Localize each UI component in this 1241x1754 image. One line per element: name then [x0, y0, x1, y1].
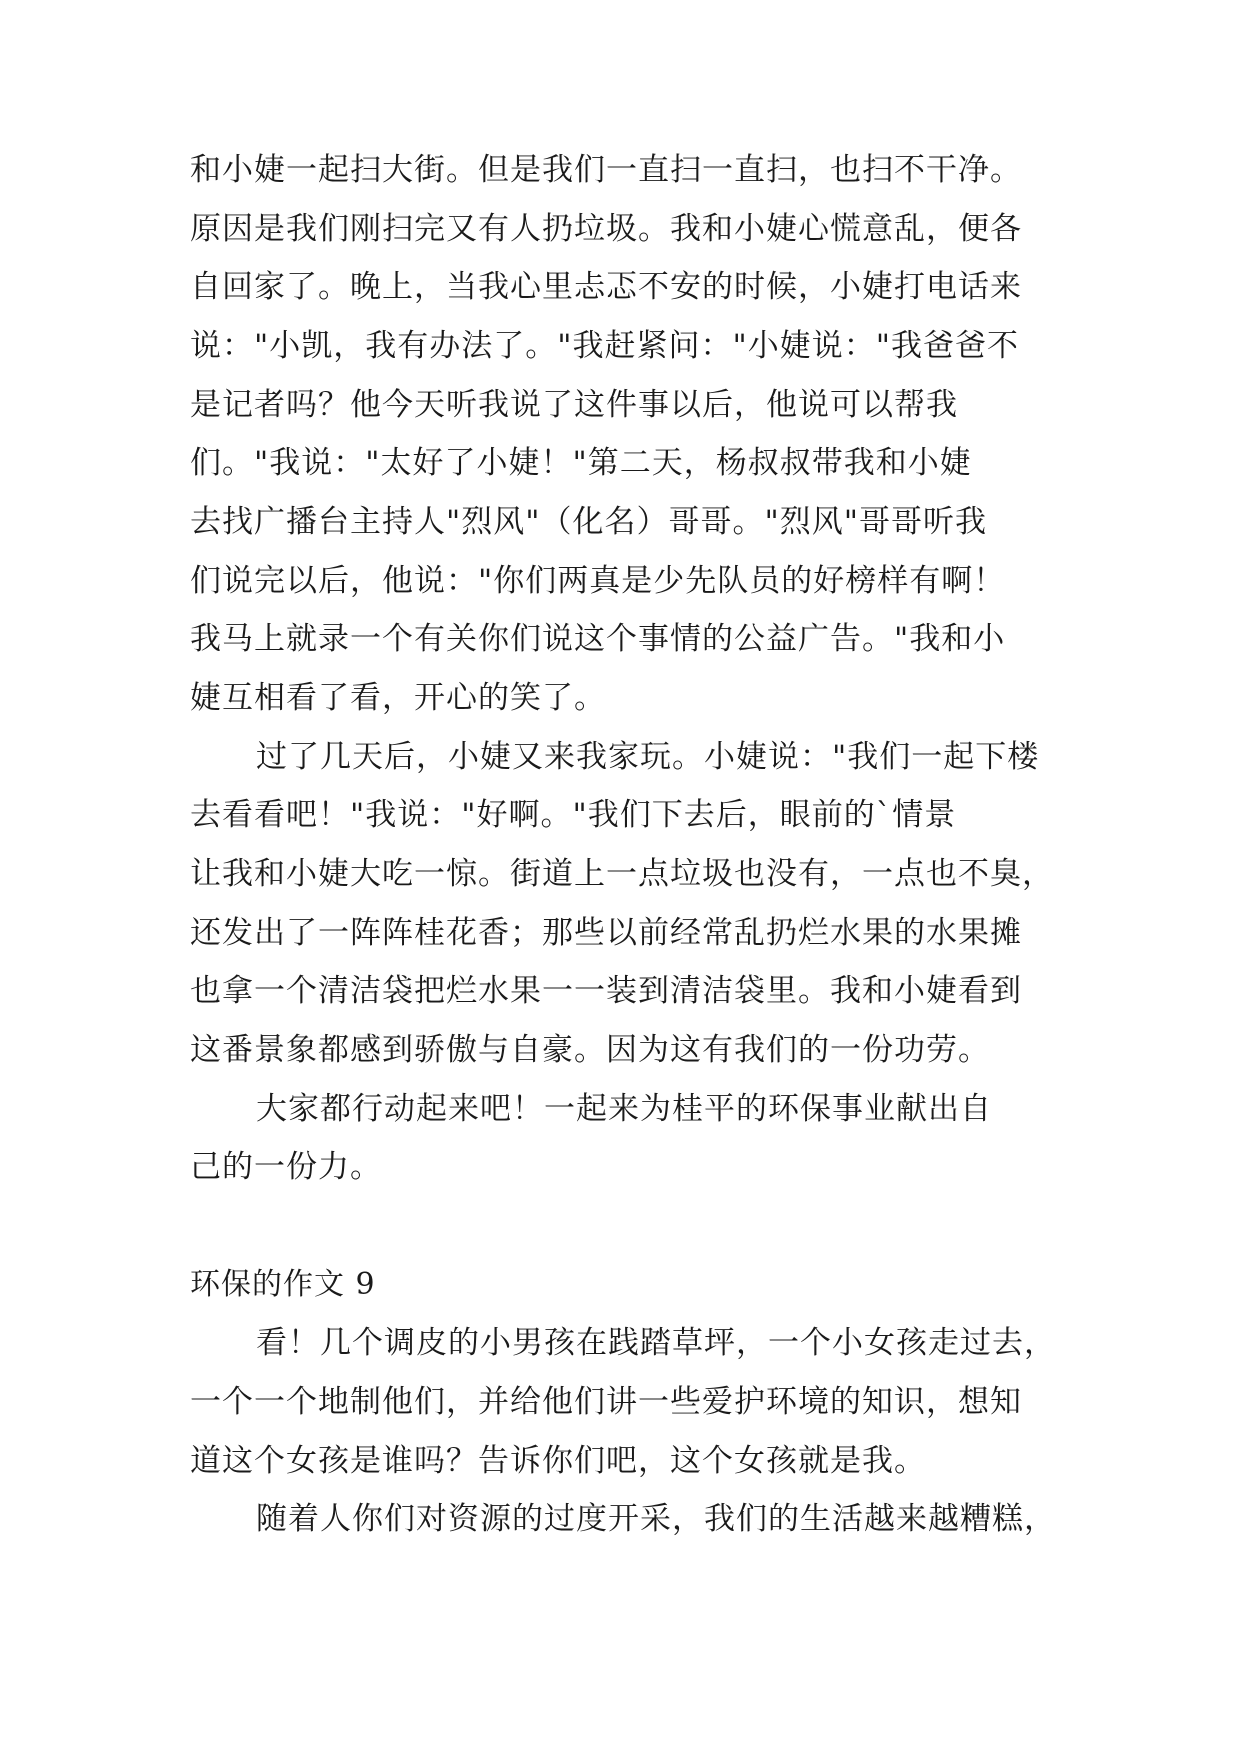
- paragraph-line: 去找广播台主持人"烈风"（化名）哥哥。"烈风"哥哥听我: [190, 504, 988, 540]
- paragraph-line: 是记者吗？他今天听我说了这件事以后，他说可以帮我: [190, 387, 958, 423]
- paragraph-line: 和小婕一起扫大街。但是我们一直扫一直扫，也扫不干净。: [190, 152, 1022, 188]
- paragraph-line: 我马上就录一个有关你们说这个事情的公益广告。"我和小: [190, 621, 1006, 657]
- paragraph-line: 去看看吧！"我说："好啊。"我们下去后，眼前的`情景: [190, 797, 957, 833]
- paragraph-line: 们说完以后，他说："你们两真是少先队员的好榜样有啊！: [190, 563, 1006, 599]
- paragraph-line: 原因是我们刚扫完又有人扔垃圾。我和小婕心慌意乱，便各: [190, 211, 1022, 247]
- paragraph-line: 还发出了一阵阵桂花香；那些以前经常乱扔烂水果的水果摊: [190, 915, 1022, 951]
- paragraph-line: 随着人你们对资源的过度开采，我们的生活越来越糟糕，: [256, 1501, 1056, 1537]
- paragraph-line: 这番景象都感到骄傲与自豪。因为这有我们的一份功劳。: [190, 1032, 990, 1068]
- paragraph-line: 一个一个地制他们，并给他们讲一些爱护环境的知识，想知: [190, 1384, 1022, 1420]
- paragraph-line: 道这个女孩是谁吗？告诉你们吧，这个女孩就是我。: [190, 1443, 926, 1479]
- paragraph-line: 过了几天后，小婕又来我家玩。小婕说："我们一起下楼: [256, 739, 1040, 775]
- paragraph-line: 看！几个调皮的小男孩在践踏草坪，一个小女孩走过去，: [256, 1325, 1056, 1361]
- paragraph-line: 己的一份力。: [190, 1149, 382, 1185]
- paragraph-line: 婕互相看了看，开心的笑了。: [190, 680, 606, 716]
- paragraph-line: 们。"我说："太好了小婕！"第二天，杨叔叔带我和小婕: [190, 445, 972, 481]
- section-heading: 环保的作文 9: [190, 1267, 376, 1302]
- paragraph-line: 也拿一个清洁袋把烂水果一一装到清洁袋里。我和小婕看到: [190, 973, 1022, 1009]
- paragraph-line: 让我和小婕大吃一惊。街道上一点垃圾也没有，一点也不臭，: [190, 856, 1054, 892]
- paragraph-line: 自回家了。晚上，当我心里忐忑不安的时候，小婕打电话来: [190, 269, 1022, 305]
- paragraph-line: 大家都行动起来吧！一起来为桂平的环保事业献出自: [256, 1091, 992, 1127]
- paragraph-line: 说："小凯，我有办法了。"我赶紧问："小婕说："我爸爸不: [190, 328, 1020, 364]
